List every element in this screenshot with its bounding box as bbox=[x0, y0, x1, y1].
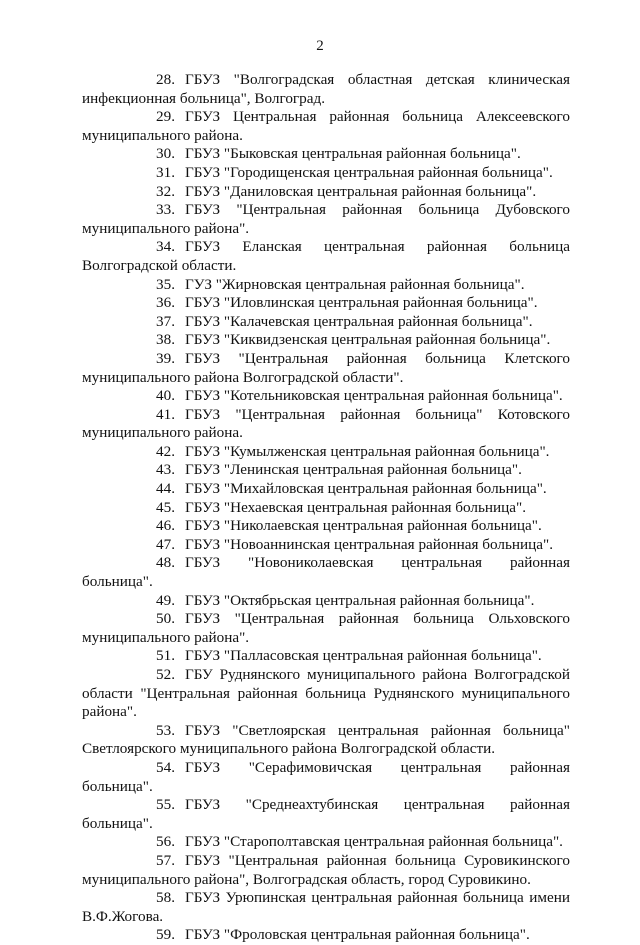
list-item-text: ГБУЗ "Центральная районная больница" Котовского муниципального района. bbox=[82, 405, 570, 442]
list-item-text: ГБУ Руднянского муниципального района Волгоградской области "Центральная районная больница Руднянского муниципального района". bbox=[82, 666, 570, 721]
list-item-number: 44. bbox=[156, 480, 175, 498]
list-item-text: ГБУЗ "Нехаевская центральная районная больница". bbox=[184, 498, 527, 516]
list-item-text: ГБУЗ "Михайловская центральная районная больница". bbox=[184, 480, 547, 498]
list-item-text: ГБУЗ Урюпинская центральная районная больница имени В.Ф.Жогова. bbox=[82, 889, 570, 925]
list-item bbox=[82, 201, 570, 238]
list-item-text: ГБУЗ "Центральная районная больница Дубовского муниципального района". bbox=[82, 201, 570, 237]
list-item-text: ГБУЗ "Центральная районная больница Ольховского муниципального района". bbox=[82, 610, 570, 646]
list-item bbox=[82, 666, 570, 722]
list-item-number: 38. bbox=[156, 331, 175, 349]
list-item bbox=[82, 592, 570, 611]
list-item-number: 52. bbox=[156, 666, 175, 683]
list-item-text: ГБУЗ "Иловлинская центральная районная больница". bbox=[184, 294, 538, 312]
list-item-number: 40. bbox=[156, 387, 175, 405]
list-item-number: 46. bbox=[156, 517, 175, 535]
list-item-number: 58. bbox=[156, 889, 175, 907]
list-item bbox=[82, 833, 570, 852]
hospital-list bbox=[82, 71, 570, 945]
list-item-number: 50. bbox=[156, 610, 175, 628]
list-item-text: ГУЗ "Жирновская центральная районная больница". bbox=[184, 275, 525, 293]
list-item-text: ГБУЗ "Киквидзенская центральная районная больница". bbox=[184, 331, 551, 349]
list-item bbox=[82, 554, 570, 591]
list-item-number: 53. bbox=[156, 721, 175, 739]
page-number: 2 bbox=[316, 38, 324, 54]
list-item-text: ГБУЗ "Калачевская центральная районная больница". bbox=[184, 312, 533, 330]
list-item-number: 47. bbox=[156, 535, 175, 553]
list-item bbox=[82, 499, 570, 518]
list-item-text: ГБУЗ "Новоаннинская центральная районная больница". bbox=[184, 535, 554, 553]
list-item-number: 36. bbox=[156, 294, 175, 312]
list-item-number: 55. bbox=[156, 796, 175, 814]
list-item bbox=[82, 443, 570, 462]
list-item bbox=[82, 406, 570, 443]
list-item bbox=[82, 71, 570, 108]
list-item bbox=[82, 387, 570, 406]
list-item bbox=[82, 238, 570, 275]
list-item-number: 37. bbox=[156, 312, 175, 330]
list-item bbox=[82, 722, 570, 759]
list-item-text: ГБУЗ "Центральная районная больница Суровикинского муниципального района", Волгоградская область, город Суровикино. bbox=[82, 851, 570, 888]
list-item-number: 48. bbox=[156, 554, 175, 572]
list-item bbox=[82, 796, 570, 833]
list-item-text: ГБУЗ "Ленинская центральная районная больница". bbox=[184, 461, 522, 479]
list-item bbox=[82, 610, 570, 647]
list-item bbox=[82, 294, 570, 313]
list-item bbox=[82, 108, 570, 145]
list-item-text: ГБУЗ "Николаевская центральная районная больница". bbox=[184, 517, 542, 535]
list-item-number: 39. bbox=[156, 349, 175, 367]
list-item bbox=[82, 647, 570, 666]
list-item-number: 56. bbox=[156, 833, 175, 851]
list-item-number: 34. bbox=[156, 238, 175, 256]
list-item-text: ГБУЗ "Центральная районная больница Клетского муниципального района Волгоградской области". bbox=[82, 349, 570, 386]
list-item-text: ГБУЗ Центральная районная больница Алексеевского муниципального района. bbox=[82, 108, 570, 144]
list-item-number: 49. bbox=[156, 591, 175, 609]
list-item bbox=[82, 480, 570, 499]
list-item bbox=[82, 313, 570, 332]
list-item-number: 35. bbox=[156, 275, 175, 293]
list-item-text: ГБУЗ "Котельниковская центральная районная больница". bbox=[184, 387, 563, 405]
list-item-number: 30. bbox=[156, 145, 175, 163]
list-item-text: ГБУЗ "Городищенская центральная районная больница". bbox=[184, 163, 553, 181]
list-item-number: 31. bbox=[156, 163, 175, 181]
list-item-text: ГБУЗ "Новониколаевская центральная районная больница". bbox=[82, 554, 570, 591]
list-item-number: 28. bbox=[156, 71, 175, 88]
list-item-text: ГБУЗ "Даниловская центральная районная больница". bbox=[184, 182, 537, 200]
list-item-number: 51. bbox=[156, 647, 175, 665]
list-item-number: 45. bbox=[156, 498, 175, 516]
list-item bbox=[82, 276, 570, 295]
list-item-text: ГБУЗ "Светлоярская центральная районная больница" Светлоярского муниципального района Волгоградской области. bbox=[82, 721, 570, 758]
list-item-text: ГБУЗ "Среднеахтубинская центральная районная больница". bbox=[82, 796, 570, 832]
list-item bbox=[82, 517, 570, 536]
list-item bbox=[82, 536, 570, 555]
list-item-text: ГБУЗ "Волгоградская областная детская клиническая инфекционная больница", Волгоград. bbox=[82, 71, 570, 107]
list-item bbox=[82, 889, 570, 926]
list-item-number: 41. bbox=[156, 405, 175, 423]
list-item bbox=[82, 164, 570, 183]
list-item-text: ГБУЗ Еланская центральная районная больница Волгоградской области. bbox=[82, 238, 570, 274]
list-item bbox=[82, 350, 570, 387]
list-item-number: 57. bbox=[156, 851, 175, 869]
list-item-text: ГБУЗ "Палласовская центральная районная больница". bbox=[184, 647, 542, 665]
list-item bbox=[82, 461, 570, 480]
list-item bbox=[82, 331, 570, 350]
list-item-number: 54. bbox=[156, 758, 175, 776]
list-item bbox=[82, 145, 570, 164]
list-item bbox=[82, 852, 570, 889]
list-item-number: 42. bbox=[156, 442, 175, 460]
list-item-number: 59. bbox=[156, 926, 175, 944]
list-item-text: ГБУЗ "Серафимовичская центральная районная больница". bbox=[82, 758, 570, 795]
list-item-number: 43. bbox=[156, 461, 175, 479]
list-item-number: 33. bbox=[156, 201, 175, 219]
list-item-number: 32. bbox=[156, 182, 175, 200]
list-item bbox=[82, 759, 570, 796]
list-item-text: ГБУЗ "Кумылженская центральная районная больница". bbox=[184, 442, 550, 460]
list-item-number: 29. bbox=[156, 108, 175, 126]
list-item-text: ГБУЗ "Фроловская центральная районная больница". bbox=[184, 926, 530, 944]
list-item bbox=[82, 926, 570, 945]
list-item-text: ГБУЗ "Старополтавская центральная районная больница". bbox=[184, 833, 563, 851]
list-item-text: ГБУЗ "Быковская центральная районная больница". bbox=[184, 145, 521, 163]
list-item-text: ГБУЗ "Октябрьская центральная районная больница". bbox=[184, 591, 535, 609]
list-item bbox=[82, 183, 570, 202]
